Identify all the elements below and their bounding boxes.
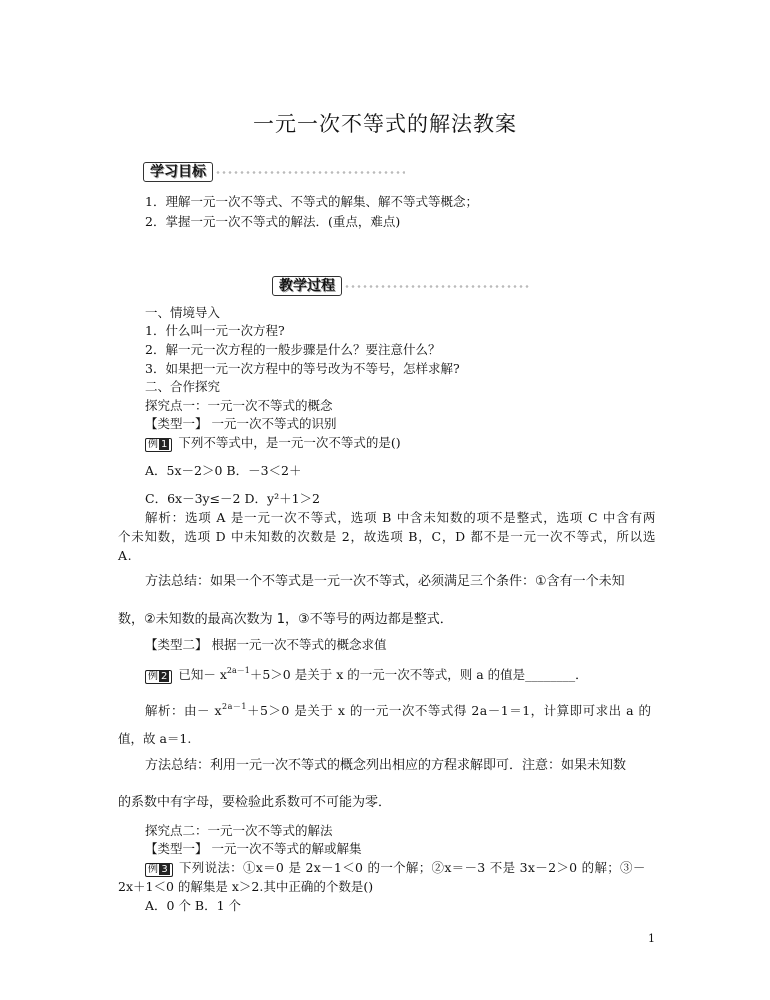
- heading-situation-intro: 一、情境导入: [145, 305, 221, 320]
- analysis-pre: 解析：由－ x: [145, 703, 223, 718]
- page-number: 1: [648, 932, 655, 945]
- section-header-teaching-process: [272, 276, 530, 296]
- question-2: 2．解一元一次方程的一般步骤是什么？要注意什么？: [145, 342, 441, 357]
- method-summary-text: 利用一元一次不等式的概念列出相应的方程求解即可．注意：如果未知数: [210, 758, 627, 773]
- goal-item-2: 2．掌握一元一次不等式的解法．(重点，难点): [145, 214, 401, 229]
- inquiry-point-2: 探究点二：一元一次不等式的解法: [145, 823, 333, 838]
- method-summary-1-line-1: [145, 572, 625, 592]
- heading-cooperative-inquiry: 二、合作探究: [145, 379, 221, 394]
- example-3: [145, 859, 646, 877]
- section-header-learning-goals: [143, 162, 405, 182]
- goal-item-1: 1．理解一元一次不等式、不等式的解集、解不等式等概念；: [145, 194, 478, 209]
- type-heading-2: 【类型二】 根据一元一次不等式的概念求值: [145, 637, 387, 652]
- inquiry-point-1: 探究点一：一元一次不等式的概念: [145, 398, 333, 413]
- method-summary-2-line-2: 的系数中有字母，要检验此系数可不可能为零．: [118, 795, 392, 810]
- method-summary-label: 方法总结：: [145, 574, 211, 589]
- dotted-rule: [344, 284, 530, 289]
- dotted-rule: [215, 170, 405, 175]
- example-2-pre: 已知－ x: [178, 667, 227, 682]
- type-heading-3: 【类型一】 一元一次不等式的解或解集: [145, 841, 362, 856]
- exponent: 2a－1: [226, 666, 250, 675]
- example-3-options: A．0 个 B．1 个: [145, 898, 242, 913]
- exponent: 2a－1: [222, 702, 247, 711]
- example-1-analysis: 解析：选项 A 是一元一次不等式，选项 B 中含未知数的项不是整式，选项 C 中含有两个未知数，选项 D 中未知数的次数是 2，故选项 B，C，D 都不是一元一次不等式，所以选 A.: [118, 510, 656, 563]
- example-badge: 例 2: [145, 670, 172, 684]
- example-2-post: ＋5＞0 是关于 x 的一元一次不等式，则 a 的值是________．: [249, 667, 588, 682]
- question-1: 1．什么叫一元一次方程?: [145, 323, 285, 338]
- question-3: 3．如果把一元一次方程中的等号改为不等号，怎样求解?: [145, 361, 460, 376]
- page-title: 一元一次不等式的解法教案: [253, 112, 517, 136]
- example-1-options-ab: A．5x－2＞0 B．－3＜2＋: [145, 463, 302, 478]
- example-2-analysis-line-1: [145, 702, 652, 720]
- example-2: [145, 666, 588, 684]
- example-1-text: 下列不等式中，是一元一次不等式的是(): [178, 435, 401, 450]
- method-summary-text: 如果一个不等式是一元一次不等式，必须满足三个条件：①含有一个未知: [210, 574, 625, 589]
- method-summary-1-line-2: 数，②未知数的最高次数为 1，③不等号的两边都是整式．: [118, 612, 453, 627]
- example-2-analysis-line-2: 值，故 a＝1.: [118, 731, 192, 746]
- example-badge: 例 3: [145, 863, 173, 877]
- example-1: [145, 434, 401, 452]
- section-label: 学习目标: [143, 162, 213, 182]
- example-badge: 例 1: [145, 438, 172, 452]
- example-1-options-cd: C．6x－3y≤－2 D．y²＋1＞2: [145, 491, 320, 506]
- type-heading-1: 【类型一】 一元一次不等式的识别: [145, 416, 337, 431]
- analysis-post: ＋5＞0 是关于 x 的一元一次不等式得 2a－1＝1，计算即可求出 a 的: [246, 703, 652, 718]
- section-label: 教学过程: [272, 276, 342, 296]
- method-summary-2-line-1: [145, 756, 626, 776]
- example-3-line-2: 2x＋1＜0 的解集是 x＞2.其中正确的个数是(): [118, 879, 374, 894]
- method-summary-label: 方法总结：: [145, 758, 211, 773]
- example-3-text: 下列说法：①x＝0 是 2x－1＜0 的一个解；②x＝－3 不是 3x－2＞0 的解；③－: [178, 860, 646, 875]
